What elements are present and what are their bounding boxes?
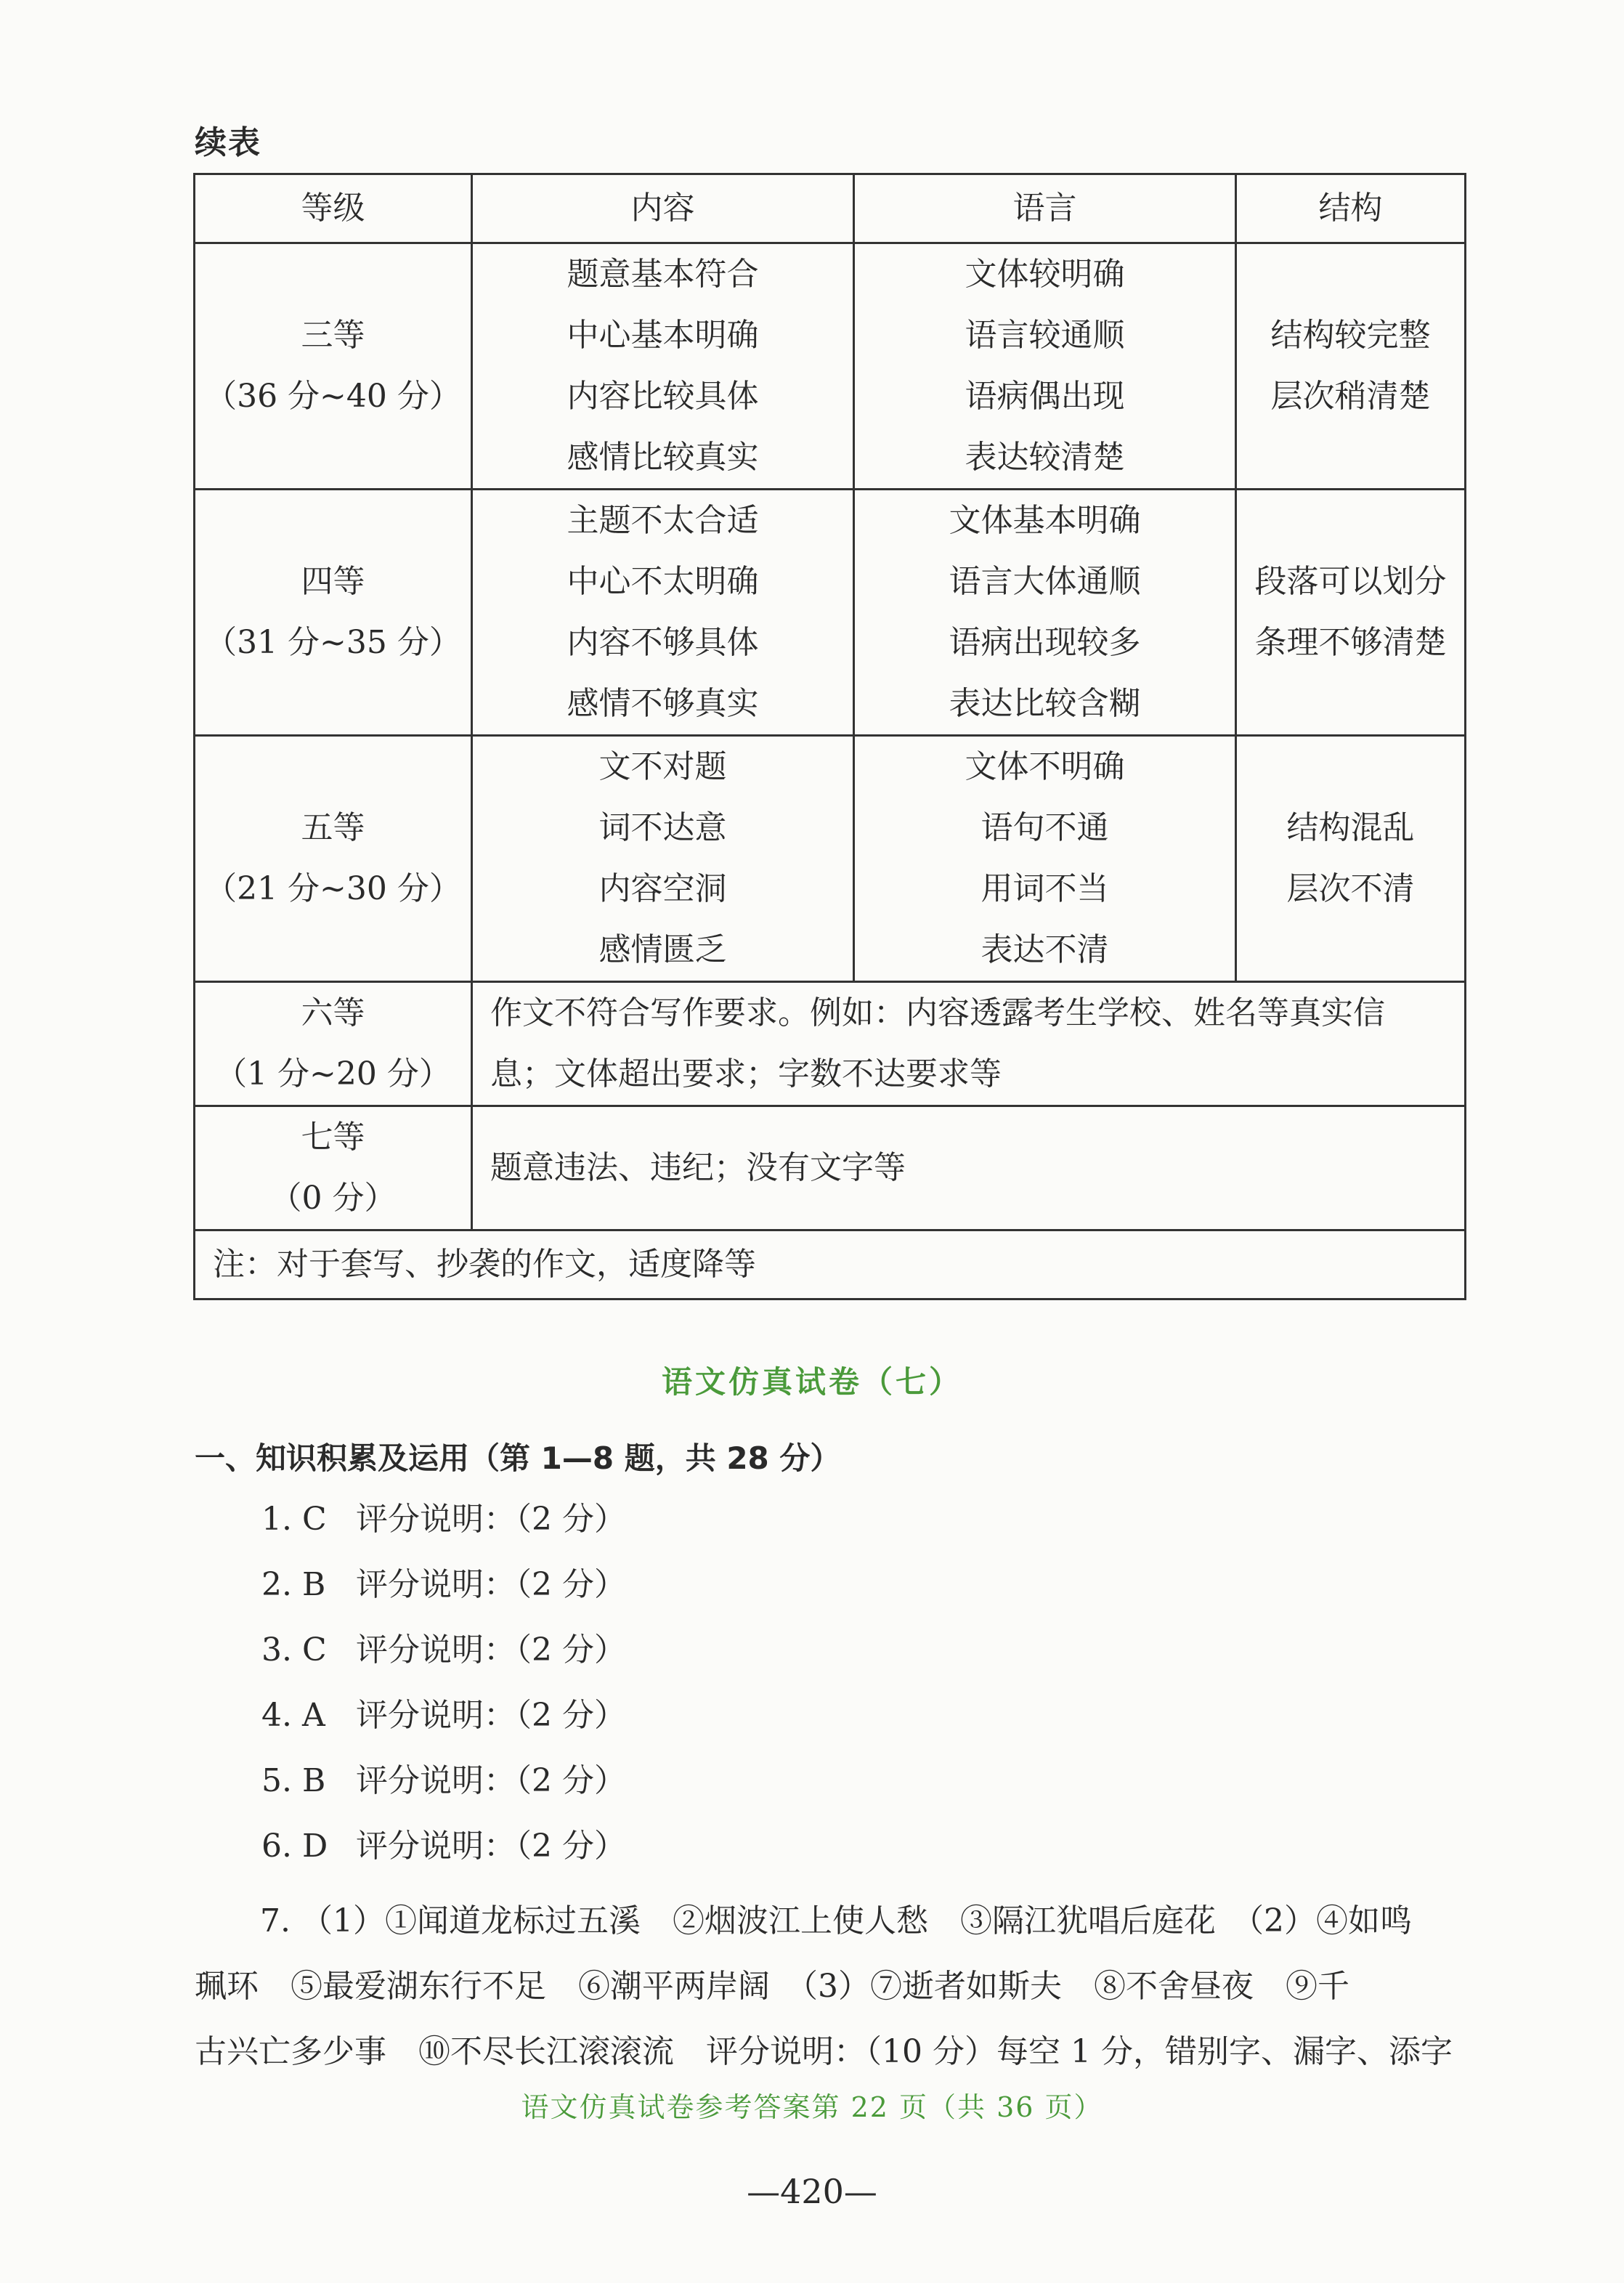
structure-line: 段落可以划分 [1254,563,1447,600]
list-item [261,1629,626,1694]
answer-note: 评分说明：（2 分） [356,1501,626,1538]
grade-range: （21 分~30 分） [205,870,461,907]
table-header-row [195,174,1466,243]
answer-note: 评分说明：（2 分） [356,1828,626,1865]
header-structure: 结构 [1236,174,1466,243]
grade-name: 七等 [301,1119,365,1156]
grading-table [193,173,1466,1300]
grade-cell [195,1106,472,1230]
table-row [195,1106,1466,1230]
header-language: 语言 [854,174,1236,243]
grade-name: 三等 [301,317,365,354]
language-line: 文体基本明确 [949,502,1141,539]
section-title: 语文仿真试卷（七） [661,1364,962,1400]
list-item [261,1563,626,1629]
answer-note: 评分说明：（2 分） [356,1566,626,1603]
requirement-cell [472,982,1466,1106]
content-line: 内容不够具体 [567,624,759,661]
list-item [261,1759,626,1825]
language-line: 表达比较含糊 [949,685,1141,722]
page-number: —420— [747,2172,877,2211]
grade-range: （0 分） [269,1180,397,1217]
language-line: 语病偶出现 [965,378,1125,415]
table-note-row [195,1230,1466,1299]
answer-list [261,1498,626,1890]
structure-cell [1236,736,1466,982]
content-line: 主题不太合适 [567,502,759,539]
grade-name: 五等 [301,809,365,846]
grade-range: （31 分~35 分） [205,624,461,661]
question-7-answer [195,1889,1466,2085]
list-item [261,1498,626,1563]
q7-line: 珮环 ⑤最爱湖东行不足 ⑥潮平两岸阔 （3）⑦逝者如斯夫 ⑧不舍昼夜 ⑨千 [195,1968,1349,2005]
content-cell [472,736,854,982]
language-line: 文体不明确 [965,748,1125,785]
content-line: 内容空洞 [598,870,727,907]
table-row [195,982,1466,1106]
language-line: 文体较明确 [965,256,1125,293]
grade-cell [195,490,472,736]
content-cell [472,243,854,490]
grade-name: 四等 [301,563,365,600]
language-line: 表达较清楚 [965,439,1125,476]
content-cell [472,490,854,736]
answer-number: 4. A [261,1697,325,1734]
answer-number: 2. B [261,1566,326,1603]
answer-number: 5. B [261,1762,326,1799]
language-line: 表达不清 [981,931,1109,968]
part-heading: 一、知识积累及运用（第 1—8 题，共 28 分） [195,1440,841,1476]
content-line: 中心基本明确 [567,317,759,354]
table-row [195,490,1466,736]
grade-range: （1 分~20 分） [215,1055,451,1092]
structure-cell [1236,243,1466,490]
header-grade: 等级 [195,174,472,243]
requirement-line: 作文不符合写作要求。例如：内容透露考生学校、姓名等真实信 [490,994,1385,1031]
answer-number: 1. C [261,1501,327,1538]
content-line: 词不达意 [598,809,727,846]
grade-cell [195,982,472,1106]
header-content: 内容 [472,174,854,243]
content-line: 中心不太明确 [567,563,759,600]
structure-line: 条理不够清楚 [1254,624,1447,661]
list-item [261,1825,626,1890]
content-line: 感情匮乏 [598,931,727,968]
table-note: 注：对于套写、抄袭的作文，适度降等 [195,1230,1466,1299]
content-line: 感情比较真实 [567,439,759,476]
table-row [195,243,1466,490]
structure-line: 结构较完整 [1270,317,1431,354]
answer-number: 6. D [261,1828,328,1865]
structure-line: 层次不清 [1286,870,1415,907]
language-line: 用词不当 [981,870,1109,907]
grade-cell [195,736,472,982]
structure-line: 结构混乱 [1286,809,1415,846]
language-line: 语言大体通顺 [949,563,1141,600]
q7-line: 7. （1）①闻道龙标过五溪 ②烟波江上使人愁 ③隔江犹唱后庭花 （2）④如鸣 [260,1902,1412,1939]
content-line: 感情不够真实 [567,685,759,722]
structure-line: 层次稍清楚 [1270,378,1431,415]
answer-note: 评分说明：（2 分） [356,1697,626,1734]
language-line: 语病出现较多 [949,624,1141,661]
grade-range: （36 分~40 分） [205,378,461,415]
answer-note: 评分说明：（2 分） [356,1762,626,1799]
requirement-cell [472,1106,1466,1230]
page-footer: 语文仿真试卷参考答案第 22 页（共 36 页） [521,2091,1103,2123]
structure-cell [1236,490,1466,736]
answer-note: 评分说明：（2 分） [356,1631,626,1668]
content-line: 内容比较具体 [567,378,759,415]
table-row [195,736,1466,982]
continued-table-label: 续表 [195,124,261,161]
q7-line: 古兴亡多少事 ⑩不尽长江滚滚流 评分说明：（10 分）每空 1 分，错别字、漏字、添字 [195,2033,1453,2070]
requirement-line: 息；文体超出要求；字数不达要求等 [490,1055,1002,1092]
language-cell [854,243,1236,490]
answer-number: 3. C [261,1631,327,1668]
language-cell [854,490,1236,736]
content-line: 题意基本符合 [567,256,759,293]
grade-name: 六等 [301,994,365,1031]
language-line: 语言较通顺 [965,317,1125,354]
grade-cell [195,243,472,490]
language-cell [854,736,1236,982]
language-line: 语句不通 [981,809,1109,846]
list-item [261,1694,626,1759]
content-line: 文不对题 [598,748,727,785]
requirement-line: 题意违法、违纪；没有文字等 [490,1149,906,1186]
